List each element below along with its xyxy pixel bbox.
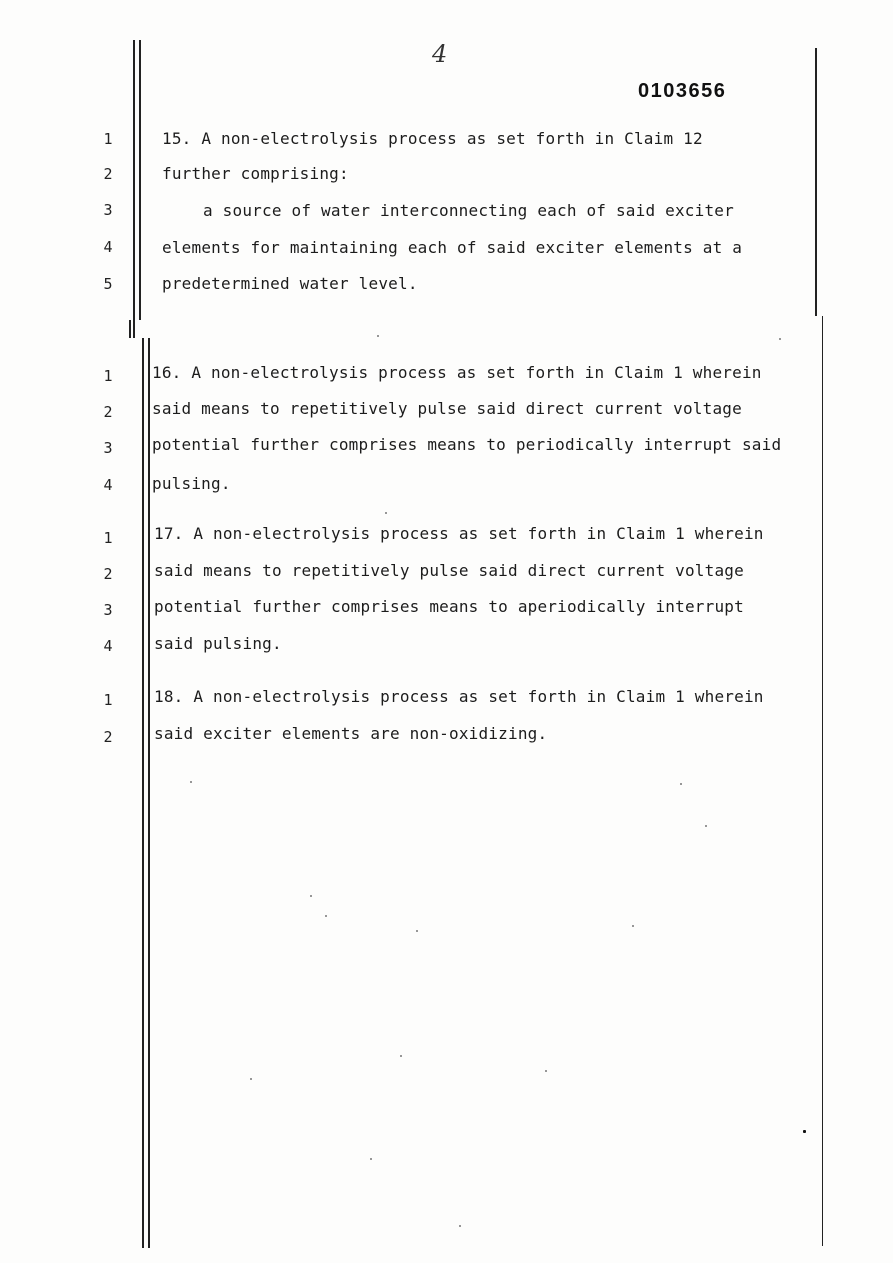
- page-number: 4: [432, 40, 448, 68]
- claim-text-line: 16. A non-electrolysis process as set forth in Claim 1 wherein: [152, 363, 762, 382]
- patent-number: 0103656: [638, 80, 727, 102]
- line-number: 3: [103, 201, 113, 219]
- claim-text-line: potential further comprises means to periodically interrupt said: [152, 435, 782, 454]
- claim-text-line: 17. A non-electrolysis process as set forth in Claim 1 wherein: [154, 524, 764, 543]
- claim-text-line: potential further comprises means to aperiodically interrupt: [154, 597, 744, 616]
- claim-text-line: said exciter elements are non-oxidizing.: [154, 724, 548, 743]
- claim-text-line: 15. A non-electrolysis process as set forth in Claim 12: [162, 129, 703, 148]
- margin-rule-left-outer: [129, 320, 131, 338]
- line-number: 1: [103, 130, 113, 148]
- line-number: 2: [103, 728, 113, 746]
- line-number: 4: [103, 238, 113, 256]
- line-number: 1: [103, 367, 113, 385]
- line-number: 2: [103, 165, 113, 183]
- line-number: 3: [103, 439, 113, 457]
- line-number: 1: [103, 691, 113, 709]
- claim-text-line: predetermined water level.: [162, 274, 418, 293]
- line-number: 2: [103, 565, 113, 583]
- claim-text-line: said means to repetitively pulse said direct current voltage: [154, 561, 744, 580]
- margin-rule-left-inner: [148, 338, 150, 1248]
- claim-text-line: further comprising:: [162, 164, 349, 183]
- claim-text-line: a source of water interconnecting each of said exciter: [203, 201, 734, 220]
- margin-rule-left-inner: [133, 320, 135, 338]
- claim-text-line: 18. A non-electrolysis process as set forth in Claim 1 wherein: [154, 687, 764, 706]
- claim-text-line: elements for maintaining each of said exciter elements at a: [162, 238, 743, 257]
- line-number: 3: [103, 601, 113, 619]
- margin-rule-left-inner: [139, 40, 141, 320]
- claim-text-line: pulsing.: [152, 474, 231, 493]
- line-number: 5: [103, 275, 113, 293]
- margin-rule-left-outer: [133, 40, 135, 320]
- line-number: 4: [103, 476, 113, 494]
- line-number: 4: [103, 637, 113, 655]
- line-number: 1: [103, 529, 113, 547]
- claim-text-line: said pulsing.: [154, 634, 282, 653]
- claim-text-line: said means to repetitively pulse said direct current voltage: [152, 399, 742, 418]
- margin-rule-left-outer: [142, 338, 144, 1248]
- line-number: 2: [103, 403, 113, 421]
- margin-rule-right: [822, 316, 823, 1246]
- margin-rule-right: [815, 48, 817, 316]
